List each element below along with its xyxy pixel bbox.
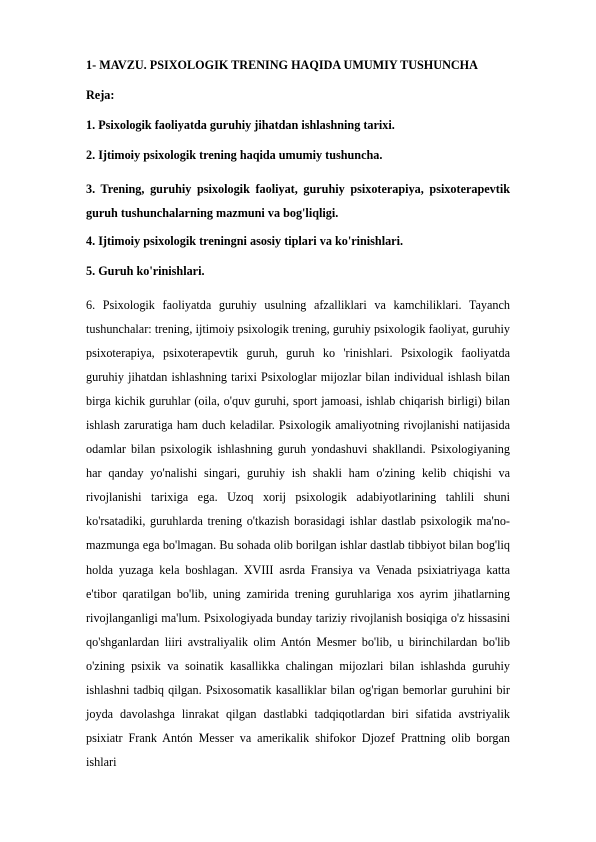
- plan-item-1: 1. Psixologik faoliyatda guruhiy jihatdan ishlashning tarixi.: [86, 118, 395, 132]
- plan-item-4: 4. Ijtimoiy psixologik treningni asosiy tiplari va ko'rinishlari.: [86, 234, 404, 248]
- plan-item-5: 5. Guruh ko'rinishlari.: [86, 264, 205, 278]
- body-paragraph: 6. Psixologik faoliyatda guruhiy usulning afzalliklari va kamchiliklari. Tayanch tushunchalar: trening, ijtimoiy psixologik trening, guruhiy psixologik faoliyat, guruhiy psixoterapiya, psixoterapevtik guruh, guruh ko 'rinishlari. Psixologik faoliyatda guruhiy jihatdan ishlashning tarixi Psixologlar mijozlar bilan individual ishlash bilan birga kichik guruhlar (oila, o'quv guruhi, sport jamoasi, ishlab chiqarish birligi) bilan ishlash zaruratiga ham duch keladilar. Psixologik amaliyotning rivojlanishi natijasida odamlar bilan psixologik ishlashning guruh yondashuvi shakllandi. Psixologiyaning har qanday yo'nalishi singari, guruhiy ish shakli ham o'zining kelib chiqishi va rivojlanishi tarixiga ega. Uzoq xorij psixologik adabiyotlarining tahlili shuni ko'rsatadiki, guruhlarda trening o'tkazish borasidagi ishlar dastlab psixologik ma'no-mazmunga ega bo'lmagan. Bu sohada olib borilgan ishlar dastlab tibbiyot bilan bog'liq holda yuzaga kela boshlagan. XVIII asrda Fransiya va Venada psixiatriyaga katta e'tibor qaratilgan bo'lib, uning zamirida trening guruhlariga xos ayrim jihatlarning rivojlanganligi ma'lum. Psixologiyada bunday tariziy rivojlanish bosiqiga o'z hissasini qo'shganlardan liiri avstraliyalik olim Antón Mesmer bo'lib, u birinchilardan bo'lib o'zining psixik va soinatik kasallikka chalingan mijozlari bilan ishlashda guruhiy ishlashni tadbiq qilgan. Psixosomatik kasalliklar bilan og'rigan bemorlar guruhini bir joyda davolashga linrakat qilgan dastlabki tadqiqotlardan biri sifatida avstriyalik psixiatr Frank Antón Messer va amerikalik shifokor Djozef Prattning olib borgan ishlari: [86, 298, 510, 769]
- document-title: 1- MAVZU. PSIXOLOGIK TRENING HAQIDA UMUMIY TUSHUNCHA: [86, 58, 478, 72]
- plan-heading: Reja:: [86, 88, 115, 102]
- plan-item-3: 3. Trening, guruhiy psixologik faoliyat, guruhiy psixoterapiya, psixoterapevtik guruh tushunchalarning mazmuni va bog'liqligi.: [86, 182, 510, 220]
- plan-item-2: 2. Ijtimoiy psixologik trening haqida umumiy tushuncha.: [86, 148, 383, 162]
